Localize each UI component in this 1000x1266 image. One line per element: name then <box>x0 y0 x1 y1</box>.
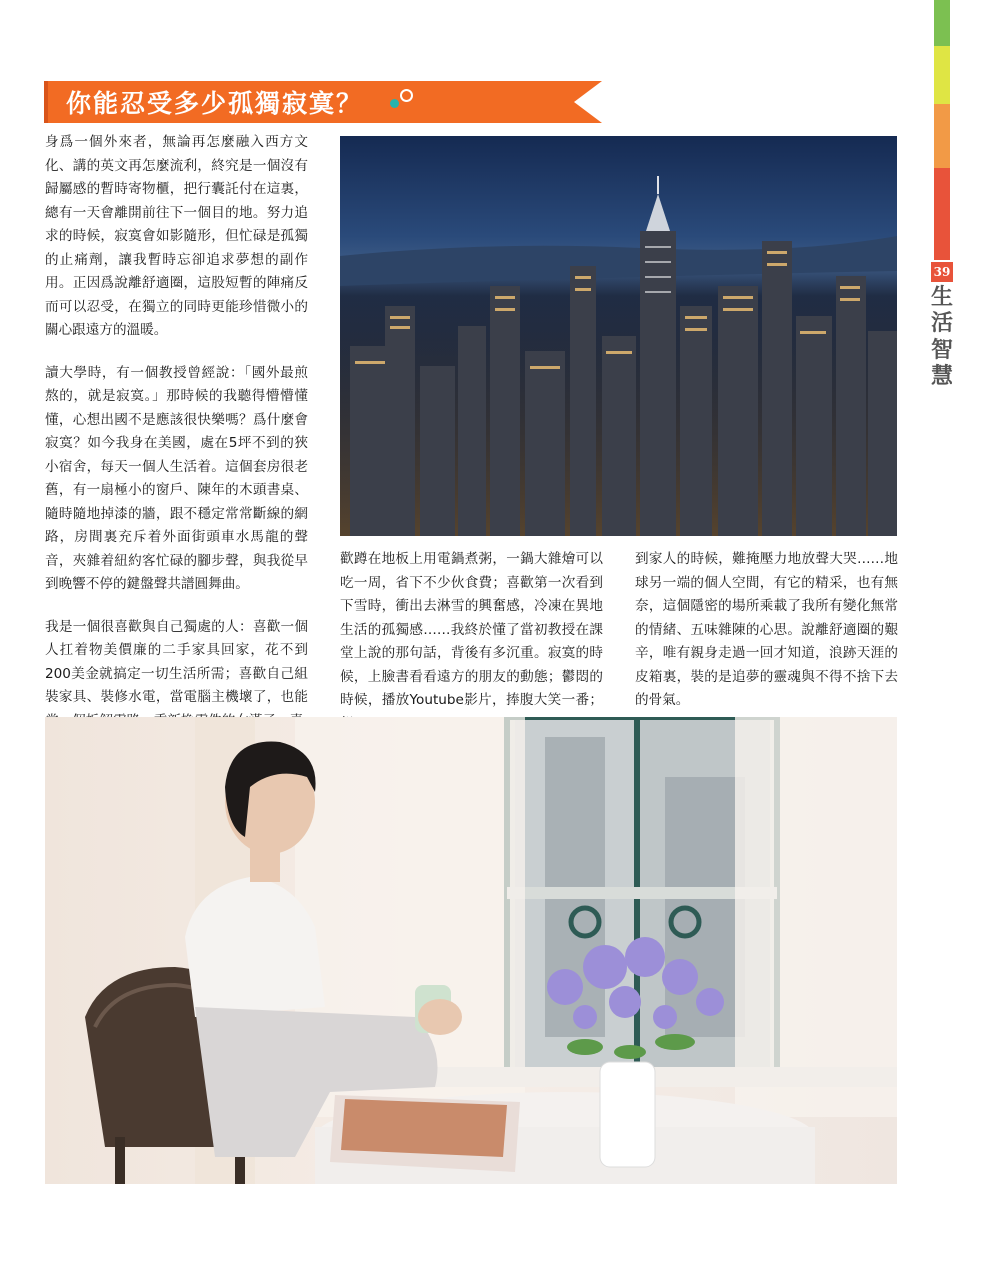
color-tab-orange <box>934 104 950 168</box>
city-night-photo <box>340 136 897 536</box>
teal-dot-icon <box>390 99 399 108</box>
section-title <box>930 284 954 390</box>
section-title-char: 活 <box>930 310 953 337</box>
title-banner <box>44 81 602 123</box>
woman-by-window-photo <box>45 717 897 1184</box>
color-tab-yellow <box>934 46 950 104</box>
article-title: 你能忍受多少孤獨寂寞？ <box>66 89 364 118</box>
section-title-char: 生 <box>930 284 953 310</box>
paragraph: 身爲一個外來者，無論再怎麼融入西方文化、講的英文再怎麼流利，終究是一個沒有歸屬感的暫時寄物櫃，把行囊託付在這裏，總有一天會離開前往下一個目的地。努力追求的時候，寂寞會如影隨形，但忙碌是孤獨的止痛劑，讓我暫時忘卻追求夢想的副作用。正因爲說離舒適圈，這股短暫的陣痛反而可以忍受，在獨立的同時更能珍惜微小的關心跟遠方的溫暖。 <box>45 134 308 338</box>
paragraph: 我是一個很喜歡與自己獨處的人：喜歡一個人扛着物美價廉的二手家具回家，花不到200美金就搞定一切生活所需；喜歡自己組裝家具、裝修水電，當電腦主機壞了，也能 <box>45 618 308 705</box>
text-column-3 <box>635 548 898 732</box>
paragraph: 歡蹲在地板上用電鍋煮粥，一鍋大雜燴可以吃一周，省下不少伙食費；喜歡第一次看到下雪時，衝出去淋雪的興奮感，冷凍在異地生活的孤獨感……我終於懂了當初教授在課堂上說的那句話，背後有多沉重。寂寞的時候，上臉書看看遠方的朋友的動態；鬱悶的時候，播放Youtube影片，捧腹大笑一番； <box>340 551 603 708</box>
paragraph: 到家人的時候，難掩壓力地放聲大哭……地球另一端的個人空間，有它的精采，也有無奈，這個隱密的場所乘載了我所有變化無常的情緒、五味雜陳的心思。說離舒適圈的艱辛，唯有親身走過一回才知道，浪跡天涯的皮箱裏，裝的是追夢的靈魂與不得不捨下去的骨氣。 <box>635 551 898 708</box>
section-title-char: 智 <box>930 336 953 363</box>
color-tab-green <box>934 0 950 46</box>
section-title-char: 慧 <box>930 363 953 390</box>
page-number: 39 <box>931 262 953 282</box>
color-tab-red <box>934 168 950 260</box>
text-column-1 <box>45 131 308 752</box>
paragraph: 讀大學時，有一個教授曾經說：「國外最煎熬的，就是寂寞。」那時候的我聽得懵懵懂懂，心想出國不是應該很快樂嗎？爲什麼會寂寞？如今我身在美國，處在5坪不到的狹小宿舍，每天一個人生活着。這個套房很老舊，有一扇極小的窗戶、陳年的木頭書桌、隨時隨地掉漆的牆，跟不穩定常常斷線的網路，房間裏充斥着外面街頭車水馬龍的聲音，夾雜着紐約客忙碌的腳步聲，與我從早到晚響不停的鍵盤聲共譜圓舞曲。 <box>45 364 308 592</box>
orange-dot-inner-icon <box>402 91 411 100</box>
